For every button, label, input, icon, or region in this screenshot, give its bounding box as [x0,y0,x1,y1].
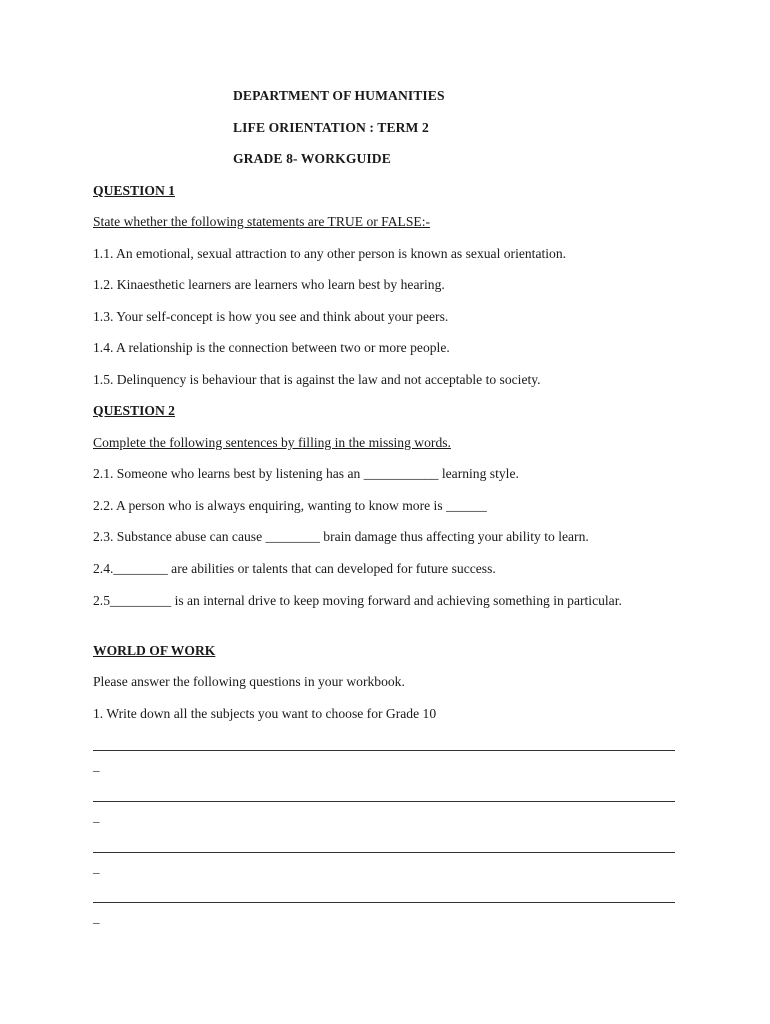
question-2-title: QUESTION 2 [93,403,175,418]
question-2-item: 2.4.________ are abilities or talents that can developed for future success. [93,561,496,576]
grade-heading: GRADE 8- WORKGUIDE [233,151,391,166]
question-2-item: 2.2. A person who is always enquiring, wanting to know more is ______ [93,498,487,513]
world-of-work-instruction: Please answer the following questions in your workbook. [93,674,405,689]
question-2-item: 2.3. Substance abuse can cause ________ brain damage thus affecting your ability to learn. [93,529,589,544]
answer-line-dash: _ [93,860,100,875]
question-2-item: 2.5_________ is an internal drive to keep moving forward and achieving something in particular. [93,593,622,608]
answer-line[interactable] [93,801,675,802]
answer-line[interactable] [93,902,675,903]
question-1-item: 1.5. Delinquency is behaviour that is against the law and not acceptable to society. [93,372,541,387]
question-2-instruction: Complete the following sentences by filling in the missing words. [93,435,451,450]
department-heading: DEPARTMENT OF HUMANITIES [233,88,445,103]
question-1-item: 1.3. Your self-concept is how you see and think about your peers. [93,309,449,324]
answer-line-dash: _ [93,758,100,773]
answer-line[interactable] [93,750,675,751]
answer-line-dash: _ [93,809,100,824]
answer-line[interactable] [93,852,675,853]
question-2-item: 2.1. Someone who learns best by listening has an ___________ learning style. [93,466,519,481]
answer-line-dash: _ [93,910,100,925]
question-1-item: 1.4. A relationship is the connection between two or more people. [93,340,450,355]
question-1-item: 1.1. An emotional, sexual attraction to any other person is known as sexual orientation. [93,246,567,261]
subject-heading: LIFE ORIENTATION : TERM 2 [233,120,429,135]
question-1-title: QUESTION 1 [93,183,175,198]
question-1-instruction: State whether the following statements are TRUE or FALSE:- [93,214,431,229]
question-1-item: 1.2. Kinaesthetic learners are learners who learn best by hearing. [93,277,445,292]
world-of-work-question-1: 1. Write down all the subjects you want to choose for Grade 10 [93,706,437,721]
world-of-work-title: WORLD OF WORK [93,643,216,658]
